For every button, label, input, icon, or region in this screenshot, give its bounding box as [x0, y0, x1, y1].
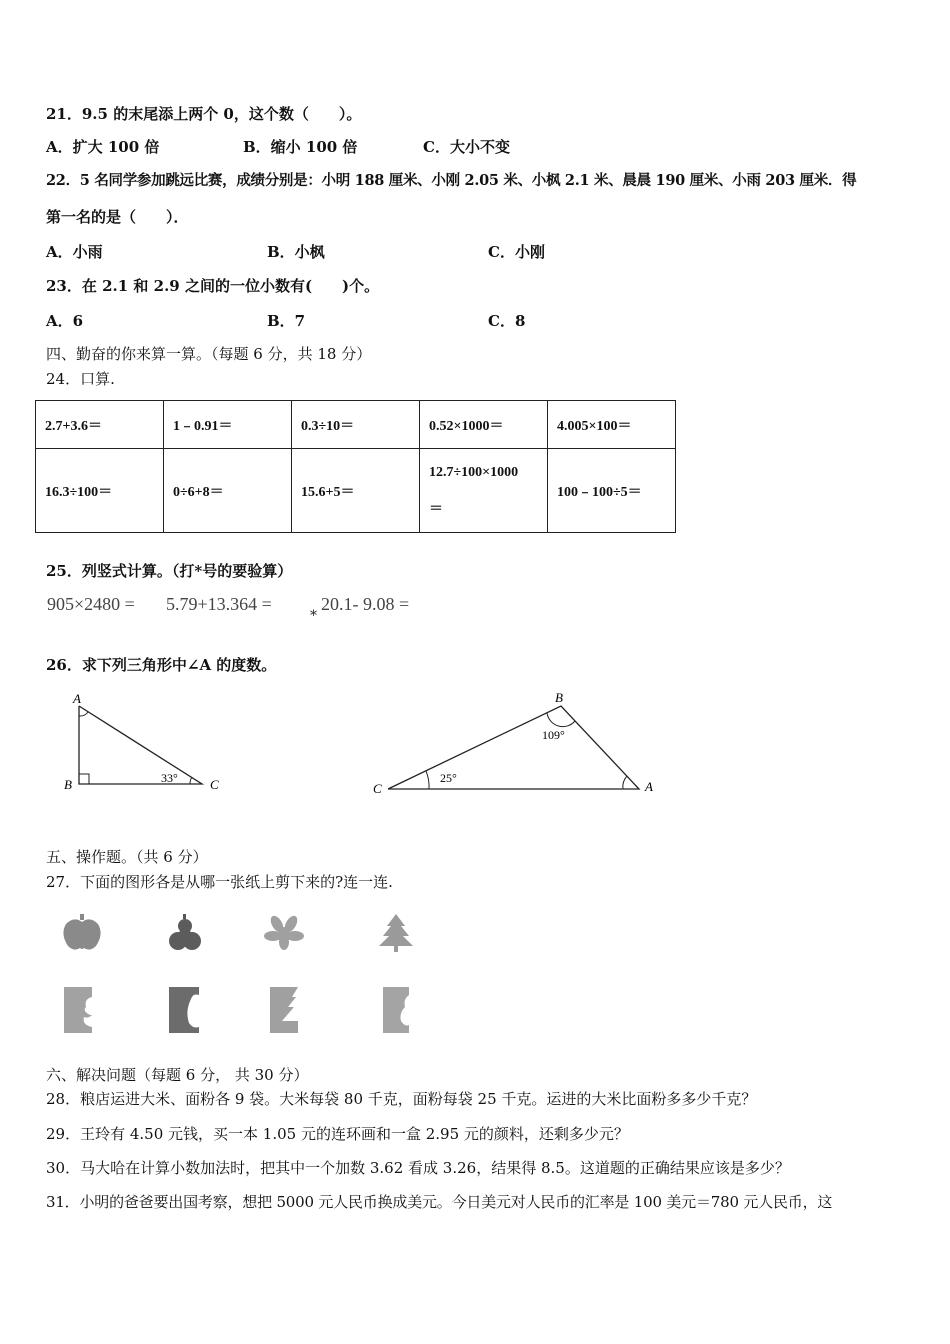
q21-option-a: A．扩大 100 倍 — [46, 138, 160, 156]
flower-shape — [263, 912, 305, 952]
obtuse-triangle-diagram — [365, 688, 665, 803]
q22-option-a: A．小雨 — [46, 243, 103, 261]
gourd-shape — [165, 912, 205, 954]
table-cell: 0.3÷10＝ — [292, 401, 420, 449]
table-cell — [420, 449, 548, 533]
table-cell: 15.6+5＝ — [292, 449, 420, 533]
q21-option-b: B．缩小 100 倍 — [243, 138, 358, 156]
vertical-calc-1: 905×2480 = — [47, 594, 135, 614]
paper-apple-cut — [381, 985, 415, 1035]
q24-text: 24．口算. — [46, 370, 115, 388]
q31-text: 31．小明的爸爸要出国考察，想把 5000 元人民币换成美元。今日美元对人民币的汇率是 100 美元＝780 元人民币，这 — [46, 1193, 833, 1211]
section5-title: 五、操作题。（共 6 分） — [46, 848, 208, 866]
table-cell: 0÷6+8＝ — [164, 449, 292, 533]
q23-option-a: A．6 — [46, 312, 84, 330]
tree-shape — [375, 912, 417, 954]
q22-option-c: C．小刚 — [488, 243, 545, 261]
q28-text: 28．粮店运进大米、面粉各 9 袋。大米每袋 80 千克，面粉每袋 25 千克。运进的大米比面粉多多少千克？ — [46, 1090, 757, 1108]
vertex-label-a: A — [73, 691, 81, 706]
table-row — [36, 401, 676, 449]
table-cell: 1﹣0.91＝ — [164, 401, 292, 449]
paper-flower-cut — [62, 985, 96, 1035]
paper-gourd-cut — [167, 985, 201, 1035]
cell-line-1: 12.7÷100×1000 — [429, 464, 519, 480]
angle-label-109: 109° — [542, 728, 565, 742]
vertex-label-b: B — [555, 690, 563, 705]
vertex-label-b: B — [64, 777, 72, 792]
section6-title: 六、解决问题（每题 6 分， 共 30 分） — [46, 1066, 309, 1084]
q26-text: 26．求下列三角形中∠A 的度数。 — [46, 656, 277, 674]
q23-option-c: C．8 — [488, 312, 526, 330]
table-cell: 16.3÷100＝ — [36, 449, 164, 533]
cell-line-2: ＝ — [429, 501, 443, 517]
table-cell: 0.52×1000＝ — [420, 401, 548, 449]
q23-text: 23．在 2.1 和 2.9 之间的一位小数有( )个。 — [46, 277, 380, 295]
mental-math-table — [35, 400, 676, 533]
q25-text: 25．列竖式计算。（打*号的要验算） — [46, 562, 293, 580]
q21-text: 21．9.5 的末尾添上两个 0，这个数（ ）。 — [46, 105, 362, 123]
vertex-label-a: A — [645, 779, 653, 794]
q21-option-c: C．大小不变 — [423, 138, 510, 156]
verify-star-mark: * — [310, 608, 317, 624]
q22-option-b: B．小枫 — [267, 243, 325, 261]
table-cell: 2.7+3.6＝ — [36, 401, 164, 449]
right-triangle-diagram — [60, 688, 230, 798]
vertical-calc-2: 5.79+13.364 = — [166, 594, 272, 614]
q29-text: 29．王玲有 4.50 元钱，买一本 1.05 元的连环画和一盒 2.95 元的颜料，还剩多少元？ — [46, 1125, 629, 1143]
vertex-label-c: C — [210, 777, 219, 792]
vertex-label-c: C — [373, 781, 382, 796]
apple-shape — [60, 912, 105, 954]
table-cell: 4.005×100＝ — [548, 401, 676, 449]
paper-tree-cut — [268, 985, 302, 1035]
section4-title: 四、勤奋的你来算一算。（每题 6 分，共 18 分） — [46, 345, 372, 363]
angle-label-33: 33° — [161, 771, 178, 785]
angle-label-25: 25° — [440, 771, 457, 785]
q22-text-line2: 第一名的是（ ）． — [46, 208, 189, 226]
table-cell: 100﹣100÷5＝ — [548, 449, 676, 533]
table-row — [36, 449, 676, 533]
q22-text-line1: 22．5 名同学参加跳远比赛，成绩分别是：小明 188 厘米、小刚 2.05 米、小枫 2.1 米、晨晨 190 厘米、小雨 203 厘米．得 — [46, 172, 857, 189]
q27-text: 27．下面的图形各是从哪一张纸上剪下来的?连一连. — [46, 873, 393, 891]
q23-option-b: B．7 — [267, 312, 306, 330]
vertical-calc-3: 20.1- 9.08 = — [321, 594, 410, 614]
q30-text: 30．马大哈在计算小数加法时，把其中一个加数 3.62 看成 3.26，结果得 8.5。这道题的正确结果应该是多少？ — [46, 1159, 790, 1177]
